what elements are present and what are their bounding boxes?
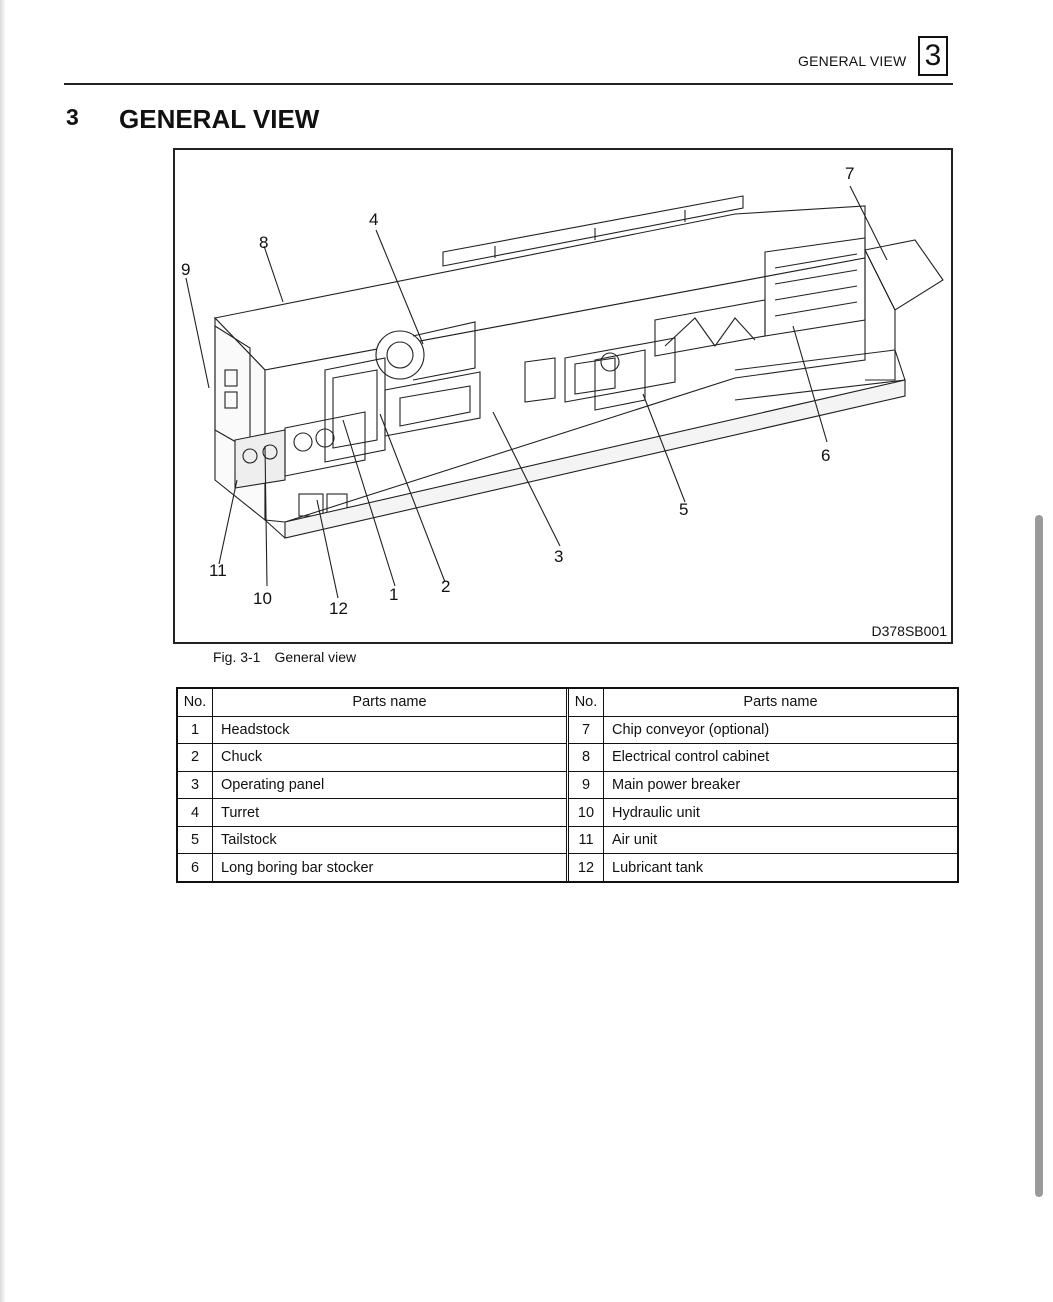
part-number: 7 [569,716,604,744]
callout-9: 9 [181,260,191,279]
callout-6: 6 [821,446,831,465]
callout-4: 4 [369,210,379,229]
part-name: Operating panel [213,771,567,799]
part-name: Chip conveyor (optional) [604,716,958,744]
scrollbar[interactable] [1035,515,1043,1197]
table-row [178,854,566,881]
figure-caption [213,649,356,665]
part-number: 5 [178,826,213,854]
machine-illustration [175,150,951,642]
callout-1: 1 [389,585,399,604]
figure-id: D378SB001 [871,623,947,639]
column-header-parts-name: Parts name [604,689,958,716]
table-row [178,799,566,827]
table-header-row [569,689,957,716]
part-name: Long boring bar stocker [213,854,567,881]
callout-8: 8 [259,233,269,252]
callout-3: 3 [554,547,564,566]
part-number: 9 [569,771,604,799]
column-header-no: No. [569,689,604,716]
part-number: 1 [178,716,213,744]
parts-table [176,687,959,883]
table-row [569,826,957,854]
table-row [569,744,957,772]
callout-12: 12 [329,599,348,618]
running-header-title: GENERAL VIEW [798,53,907,69]
callout-2: 2 [441,577,451,596]
section-title: GENERAL VIEW [119,104,320,134]
figure-frame [173,148,953,644]
figure-caption-text: General view [274,649,357,665]
part-name: Air unit [604,826,958,854]
parts-table-left [178,689,566,881]
table-row [178,771,566,799]
table-row [569,799,957,827]
callout-11: 11 [209,561,227,580]
page-edge-shadow [0,0,6,1302]
part-name: Hydraulic unit [604,799,958,827]
figure-caption-number: Fig. 3-1 [213,649,261,665]
part-number: 3 [178,771,213,799]
part-number: 11 [569,826,604,854]
table-header-row [178,689,566,716]
part-number: 10 [569,799,604,827]
table-row [178,716,566,744]
part-number: 2 [178,744,213,772]
part-name: Main power breaker [604,771,958,799]
parts-table-right [566,689,957,881]
part-number: 8 [569,744,604,772]
table-row [178,744,566,772]
table-row [569,854,957,881]
chapter-number-box: 3 [918,36,948,76]
callout-7: 7 [845,164,855,183]
header-rule [64,83,953,85]
table-row [178,826,566,854]
part-name: Electrical control cabinet [604,744,958,772]
part-name: Headstock [213,716,567,744]
column-header-no: No. [178,689,213,716]
callout-5: 5 [679,500,689,519]
part-number: 6 [178,854,213,881]
part-name: Lubricant tank [604,854,958,881]
column-header-parts-name: Parts name [213,689,567,716]
callout-10: 10 [253,589,272,608]
table-row [569,771,957,799]
part-number: 4 [178,799,213,827]
part-name: Tailstock [213,826,567,854]
part-number: 12 [569,854,604,881]
section-number: 3 [66,104,79,130]
table-row [569,716,957,744]
part-name: Turret [213,799,567,827]
running-header [790,36,950,76]
part-name: Chuck [213,744,567,772]
